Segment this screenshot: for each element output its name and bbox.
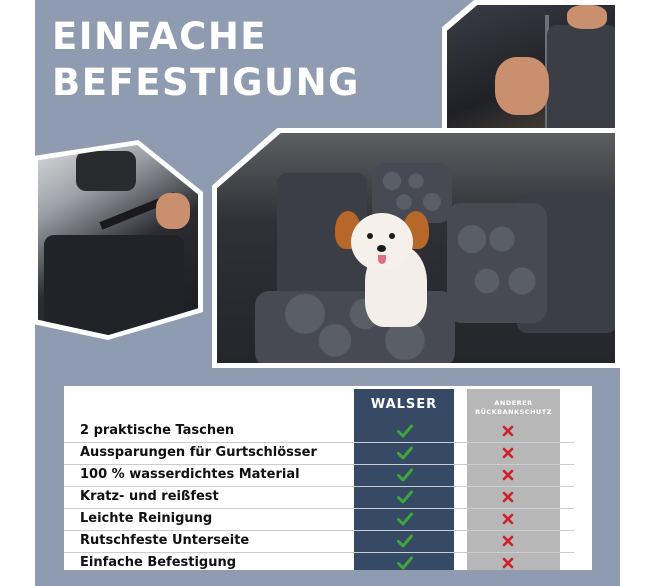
table-row — [64, 509, 574, 531]
headline-line-1: EINFACHE — [52, 15, 268, 58]
feature-label: Aussparungen für Gurtschlösser — [80, 445, 317, 460]
cross-icon — [501, 490, 515, 504]
feature-label: 2 praktische Taschen — [80, 423, 235, 438]
cross-icon — [501, 512, 515, 526]
table-row — [64, 487, 574, 509]
feature-rows — [64, 421, 574, 574]
other-column-header-line-1: ANDERER — [494, 399, 533, 407]
cross-icon — [501, 446, 515, 460]
table-row — [64, 465, 574, 487]
table-row — [64, 553, 574, 574]
table-row — [64, 443, 574, 465]
other-column-header-line-2: RÜCKBANKSCHUTZ — [475, 408, 552, 416]
check-icon — [397, 424, 413, 438]
cross-icon — [501, 468, 515, 482]
check-icon — [397, 534, 413, 548]
feature-label: Kratz- und reißfest — [80, 489, 219, 504]
check-icon — [397, 468, 413, 482]
feature-label: Leichte Reinigung — [80, 511, 213, 526]
check-icon — [397, 556, 413, 570]
walser-column-header: WALSER — [370, 397, 438, 412]
photo-dog-on-seat-cover — [212, 128, 620, 368]
table-row — [64, 531, 574, 553]
check-icon — [397, 490, 413, 504]
cross-icon — [501, 534, 515, 548]
other-column-header — [467, 399, 560, 417]
headline-line-2: BEFESTIGUNG — [52, 61, 360, 104]
table-row — [64, 421, 574, 443]
feature-label: 100 % wasserdichtes Material — [80, 467, 300, 482]
cross-icon — [501, 556, 515, 570]
feature-label: Einfache Befestigung — [80, 555, 237, 570]
check-icon — [397, 512, 413, 526]
headline — [52, 14, 360, 106]
cross-icon — [501, 424, 515, 438]
check-icon — [397, 446, 413, 460]
feature-label: Rutschfeste Unterseite — [80, 533, 250, 548]
